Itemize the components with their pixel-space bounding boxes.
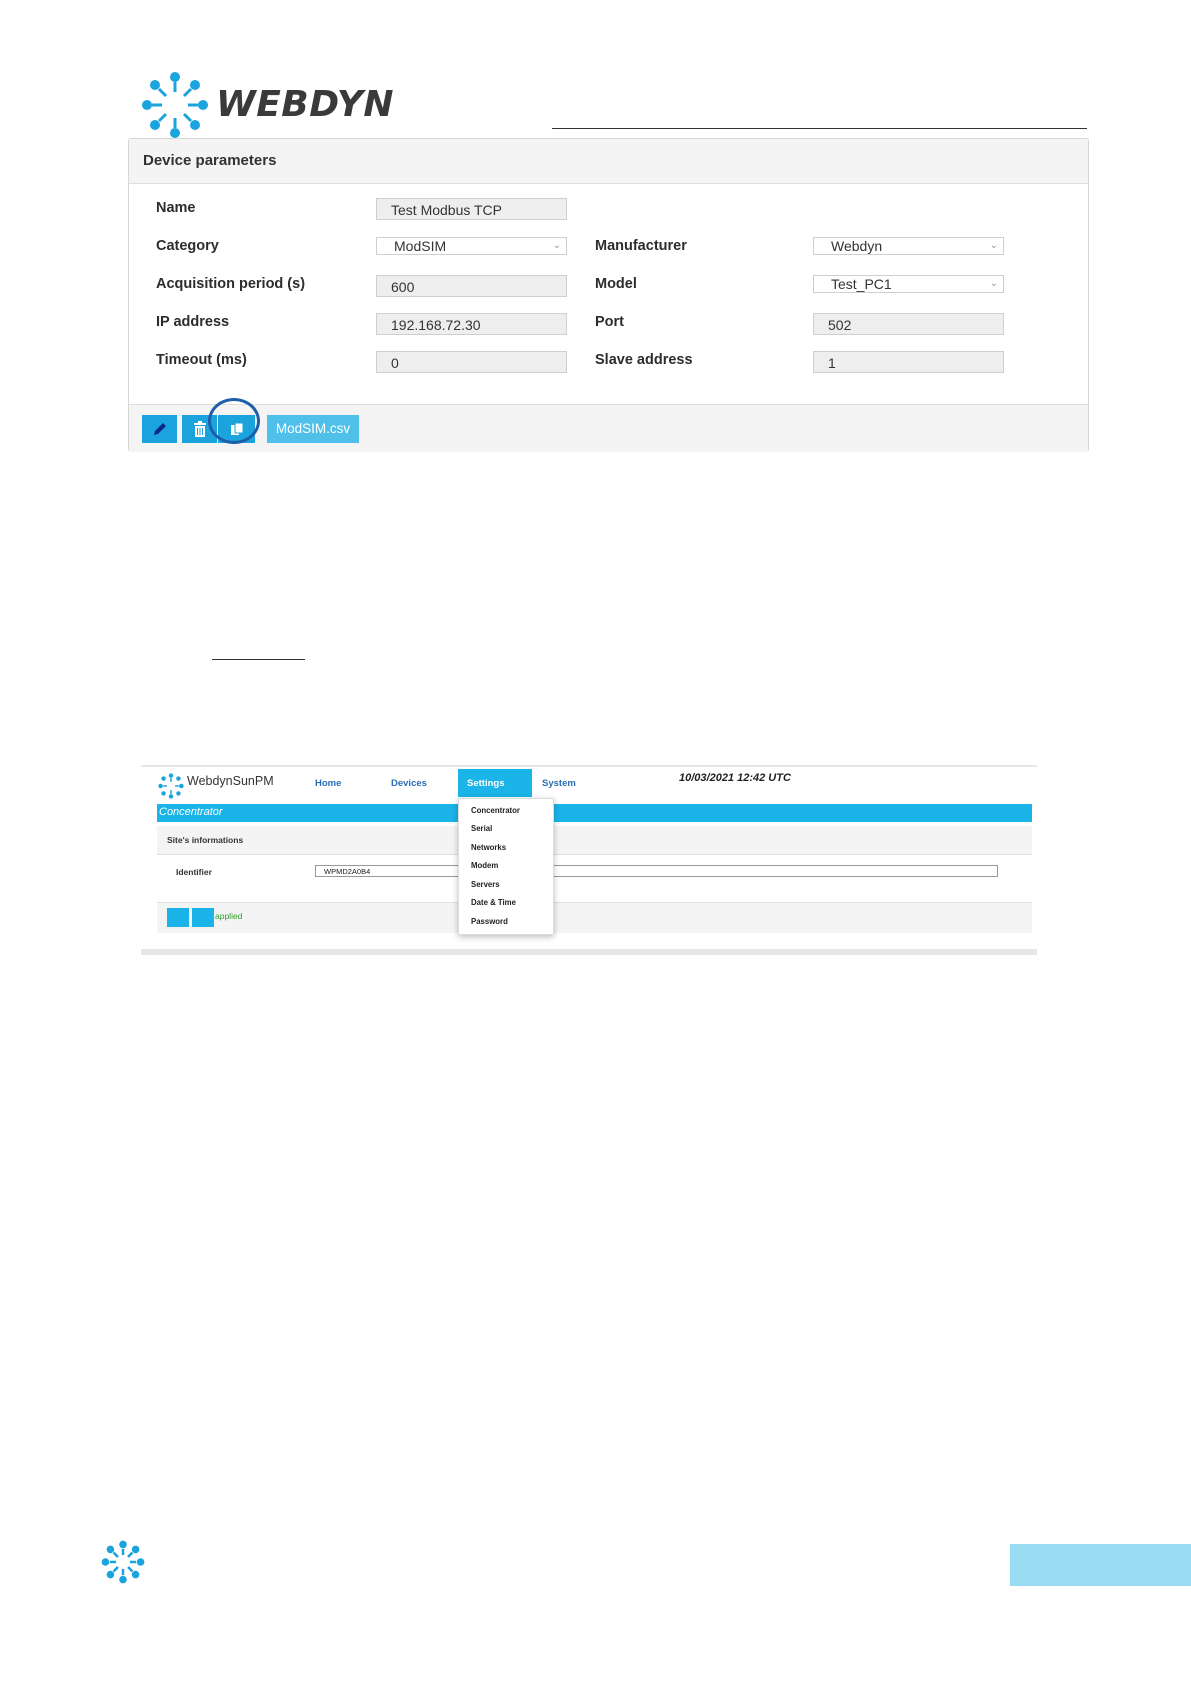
panel-header: [129, 139, 1088, 184]
status-text: applied: [215, 911, 243, 921]
subsection-bar: [157, 826, 1032, 855]
trash-icon: [193, 421, 207, 437]
menu-item-date-time[interactable]: Date & Time: [471, 898, 516, 907]
menu-item-modem[interactable]: Modem: [471, 861, 499, 870]
footer-accent-box: [1010, 1544, 1191, 1586]
nav-system[interactable]: System: [542, 778, 576, 789]
save-button[interactable]: [167, 908, 189, 927]
chevron-down-icon: ⌄: [989, 278, 998, 289]
menu-item-serial[interactable]: Serial: [471, 824, 493, 833]
category-select[interactable]: [376, 237, 567, 255]
manufacturer-label: Manufacturer: [595, 238, 687, 254]
acquisition-label: Acquisition period (s): [156, 276, 306, 292]
section-bar: [157, 804, 1032, 822]
menu-item-password[interactable]: Password: [471, 917, 508, 926]
subsection-title: Site's informations: [167, 835, 244, 845]
menu-item-servers[interactable]: Servers: [471, 880, 500, 889]
section-title: Concentrator: [159, 806, 223, 818]
nav-devices[interactable]: Devices: [391, 778, 427, 789]
datetime: 10/03/2021 12:42 UTC: [679, 772, 791, 784]
webdyn-sun-icon: [158, 773, 184, 799]
nav-home[interactable]: Home: [315, 778, 342, 789]
menu-item-concentrator[interactable]: Concentrator: [471, 806, 520, 815]
webdyn-logo-icon: [140, 70, 210, 140]
edit-button[interactable]: [142, 415, 177, 443]
category-value: ModSIM: [394, 238, 447, 254]
name-field[interactable]: Test Modbus TCP: [376, 198, 567, 220]
panel-title: Device parameters: [143, 152, 277, 169]
slave-field[interactable]: 1: [813, 351, 1004, 373]
model-value: Test_PC1: [831, 276, 892, 292]
identifier-input[interactable]: WPMD2A0B4: [315, 865, 998, 877]
chevron-down-icon: ⌄: [989, 240, 998, 251]
category-label: Category: [156, 238, 219, 254]
port-label: Port: [595, 314, 624, 330]
name-label: Name: [156, 200, 196, 216]
panel-footer: [129, 404, 1088, 452]
nav-settings[interactable]: Settings: [467, 778, 505, 789]
footer-logo-icon: [101, 1540, 145, 1584]
action-bar: [157, 902, 1032, 933]
timeout-label: Timeout (ms): [156, 352, 247, 368]
device-parameters-panel: [128, 138, 1089, 452]
brand-name: WebdynSunPM: [187, 774, 274, 788]
port-field[interactable]: 502: [813, 313, 1004, 335]
ip-field[interactable]: 192.168.72.30: [376, 313, 567, 335]
model-label: Model: [595, 276, 637, 292]
logo-wordmark: WEBDYN: [216, 84, 395, 125]
model-select[interactable]: [813, 275, 1004, 293]
settings-screenshot: [141, 765, 1037, 955]
pencil-icon: [152, 421, 168, 437]
chevron-down-icon: ⌄: [552, 240, 561, 251]
acquisition-field[interactable]: 600: [376, 275, 567, 297]
manufacturer-select[interactable]: [813, 237, 1004, 255]
identifier-label: Identifier: [176, 867, 212, 877]
short-divider: [212, 659, 305, 660]
manufacturer-value: Webdyn: [831, 238, 883, 254]
highlight-circle: [208, 398, 260, 444]
header-divider: [552, 128, 1087, 129]
csv-file-button[interactable]: ModSIM.csv: [267, 415, 359, 443]
settings-dropdown-menu: [458, 798, 554, 935]
apply-button[interactable]: [192, 908, 214, 927]
timeout-field[interactable]: 0: [376, 351, 567, 373]
slave-label: Slave address: [595, 352, 693, 368]
ip-label: IP address: [156, 314, 230, 330]
menu-item-networks[interactable]: Networks: [471, 843, 507, 852]
